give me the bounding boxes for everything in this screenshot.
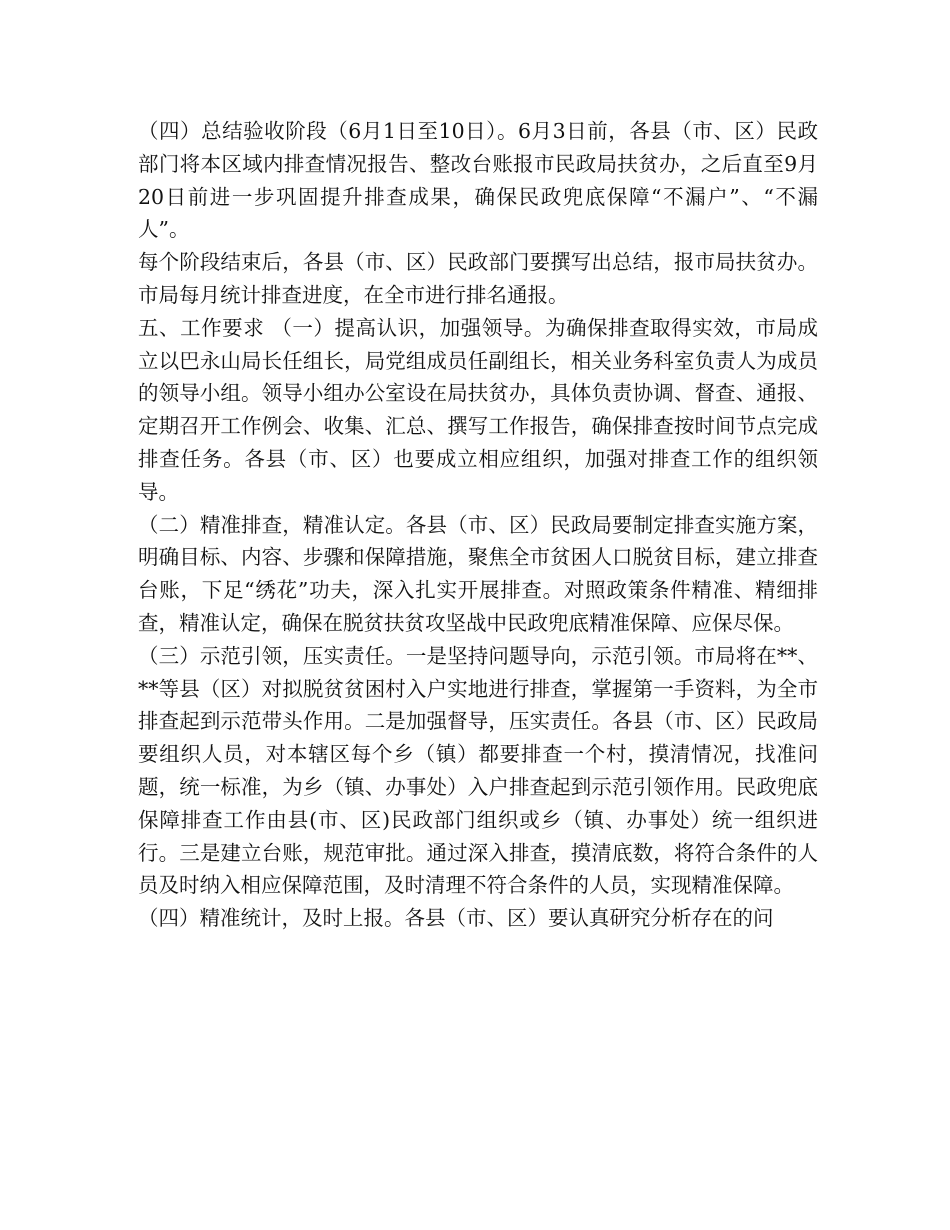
paragraph-demonstration-responsibility: （三）示范引领，压实责任。一是坚持问题导向，示范引领。市局将在**、**等县（区）对拟脱贫贫困村入户实地进行排查，掌握第一手资料，为全市排查起到示范带头作用。二是加强督导，压实责任。各县（市、区）民政局要组织人员，对本辖区每个乡（镇）都要排查一个村，摸清情况，找准问题，统一标准，为乡（镇、办事处）入户排查起到示范引领作用。民政兜底保障排查工作由县(市、区)民政部门组织或乡（镇、办事处）统一组织进行。三是建立台账，规范审批。通过深入排查，摸清底数，将符合条件的人员及时纳入相应保障范围，及时清理不符合条件的人员，实现精准保障。: [138, 643, 818, 898]
paragraph-stage-summary-report: 每个阶段结束后，各县（市、区）民政部门要撰写出总结，报市局扶贫办。市局每月统计排查进度，在全市进行排名通报。: [138, 250, 818, 307]
paragraph-work-requirements: 五、工作要求 （一）提高认识，加强领导。为确保排查取得实效，市局成立以巴永山局长任组长，局党组成员任副组长，相关业务科室负责人为成员的领导小组。领导小组办公室设在局扶贫办，具体负责协调、督查、通报、定期召开工作例会、收集、汇总、撰写工作报告，确保排查按时间节点完成排查任务。各县（市、区）也要成立相应组织，加强对排查工作的组织领导。: [138, 315, 818, 504]
paragraph-summary-stage: （四）总结验收阶段（6月1日至10日）。6月3日前，各县（市、区）民政部门将本区域内排查情况报告、整改台账报市民政局扶贫办，之后直至9月20日前进一步巩固提升排查成果，确保民政兜底保障“不漏户”、“不漏人”。: [138, 119, 818, 242]
paragraph-precise-inspection: （二）精准排查，精准认定。各县（市、区）民政局要制定排查实施方案，明确目标、内容、步骤和保障措施，聚焦全市贫困人口脱贫目标，建立排查台账，下足“绣花”功夫，深入扎实开展排查。对照政策条件精准、精细排查，精准认定，确保在脱贫扶贫攻坚战中民政兜底精准保障、应保尽保。: [138, 512, 818, 635]
paragraph-precise-statistics: （四）精准统计，及时上报。各县（市、区）要认真研究分析存在的问: [138, 906, 774, 931]
document-body: [138, 115, 818, 935]
